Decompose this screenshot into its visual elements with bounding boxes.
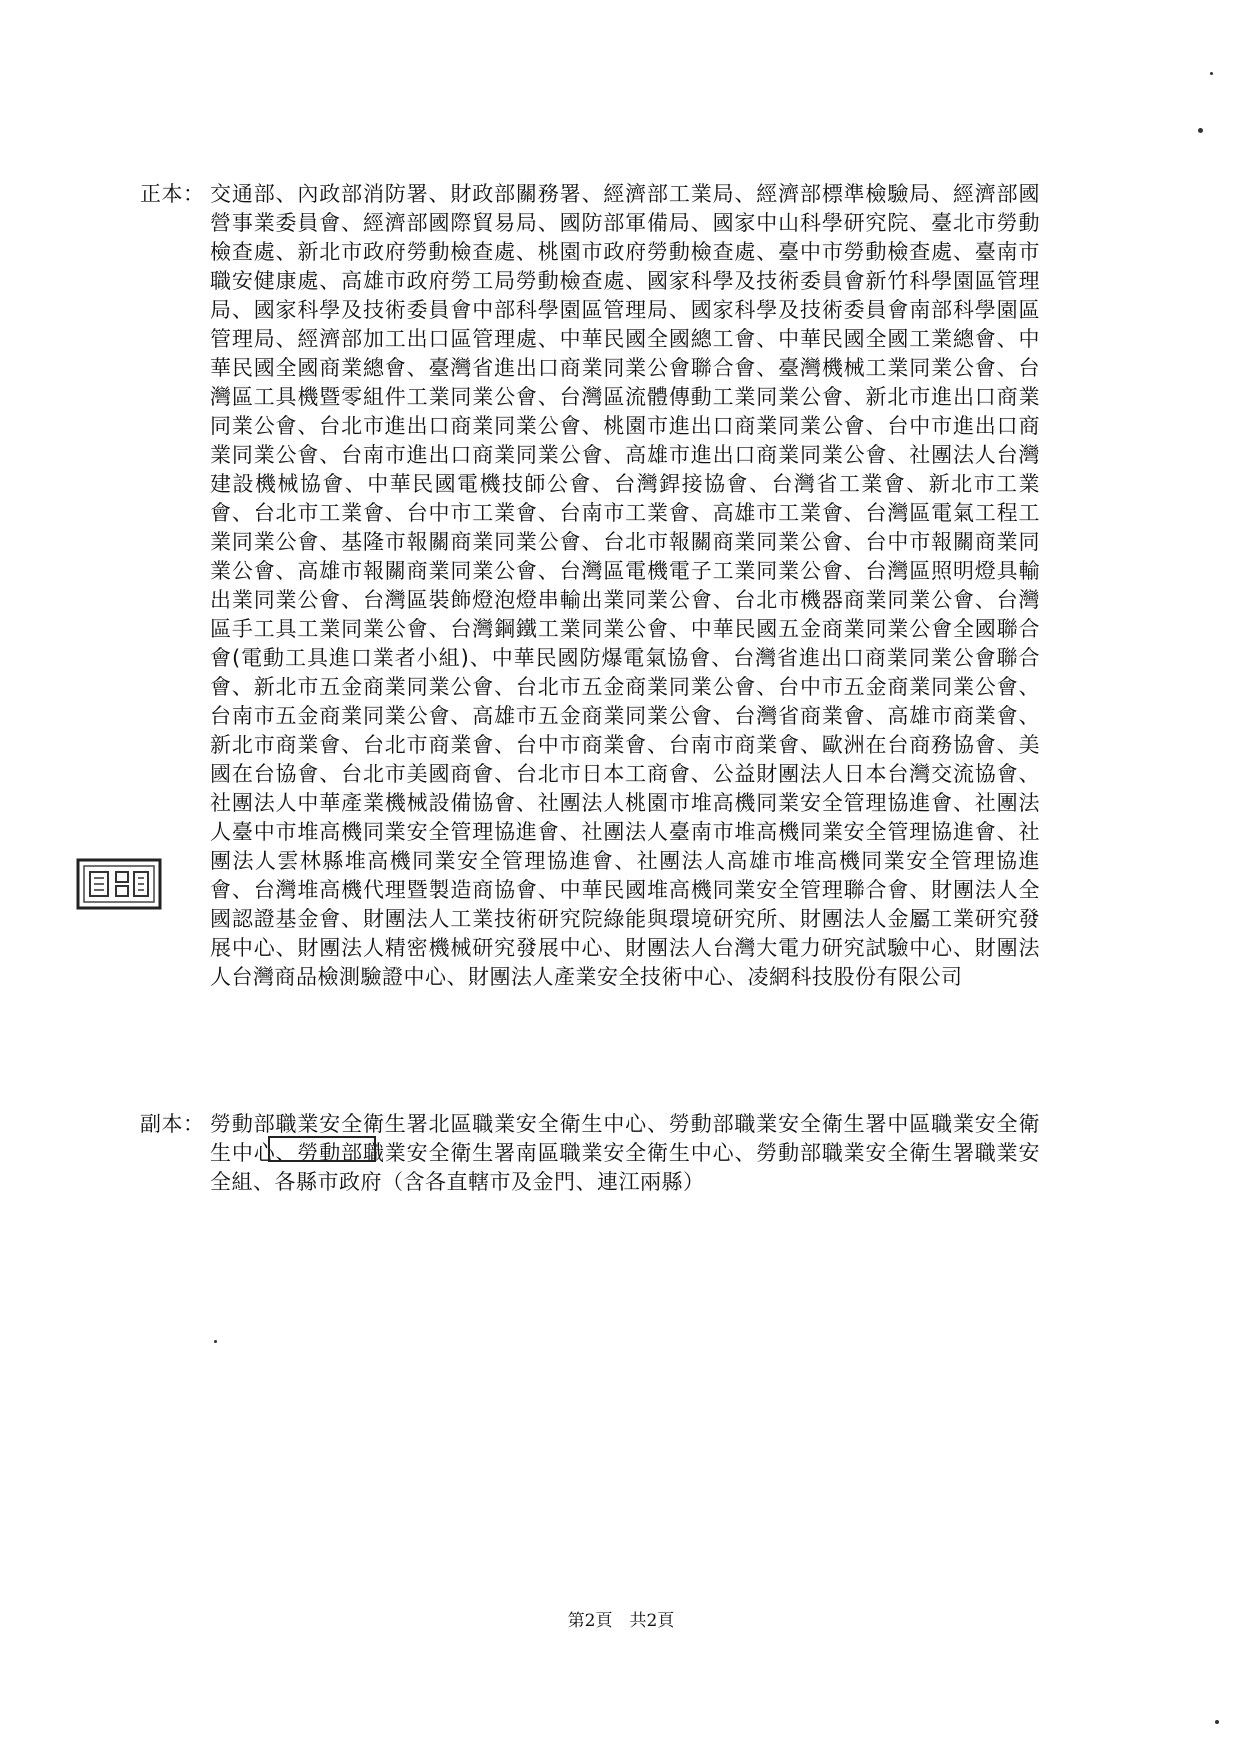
scan-speck xyxy=(1198,128,1203,133)
small-boxed-stamp xyxy=(268,1136,376,1162)
copy-recipients-list: 勞動部職業安全衛生署北區職業安全衛生中心、勞動部職業安全衛生署中區職業安全衛生中心、勞動部職業安全衛生署南區職業安全衛生中心、勞動部職業安全衛生署職業安全組、各縣市政府（含各直轄市及金門、連江兩縣） xyxy=(210,1112,1040,1194)
scan-speck xyxy=(214,1340,217,1343)
page-number: 第2頁 共2頁 xyxy=(567,1611,675,1631)
copy-recipients-label: 副本： xyxy=(140,1112,205,1136)
main-recipients-section xyxy=(140,180,1040,1100)
official-seal-stamp xyxy=(76,858,162,910)
main-recipients-list: 交通部、內政部消防署、財政部關務署、經濟部工業局、經濟部標準檢驗局、經濟部國營事業委員會、經濟部國際貿易局、國防部軍備局、國家中山科學研究院、臺北市勞動檢查處、新北市政府勞動檢查處、桃園市政府勞動檢查處、臺中市勞動檢查處、臺南市職安健康處、高雄市政府勞工局勞動檢查處、國家科學及技術委員會新竹科學園區管理局、國家科學及技術委員會中部科學園區管理局、國家科學及技術委員會南部科學園區管理局、經濟部加工出口區管理處、中華民國全國總工會、中華民國全國工業總會、中華民國全國商業總會、臺灣省進出口商業同業公會聯合會、臺灣機械工業同業公會、台灣區工具機暨零組件工業同業公會、台灣區流體傳動工業同業公會、新北市進出口商業同業公會、台北市進出口商業同業公會、桃園市進出口商業同業公會、台中市進出口商業同業公會、台南市進出口商業同業公會、高雄市進出口商業同業公會、社團法人台灣建設機械協會、中華民國電機技師公會、台灣銲接協會、台灣省工業會、新北市工業會、台北市工業會、台中市工業會、台南市工業會、高雄市工業會、台灣區電氣工程工業同業公會、基隆市報關商業同業公會、台北市報關商業同業公會、台中市報關商業同業公會、高雄市報關商業同業公會、台灣區電機電子工業同業公會、台灣區照明燈具輸出業同業公會、台灣區裝飾燈泡燈串輸出業同業公會、台北市機器商業同業公會、台灣區手工具工業同業公會、台灣鋼鐵工業同業公會、中華民國五金商業同業公會全國聯合會(電動工具進口業者小組)、中華民國防爆電氣協會、台灣省進出口商業同業公會聯合會、新北市五金商業同業公會、台北市五金商業同業公會、台中市五金商業同業公會、台南市五金商業同業公會、高雄市五金商業同業公會、台灣省商業會、高雄市商業會、新北市商業會、台北市商業會、台中市商業會、台南市商業會、歐洲在台商務協會、美國在台協會、台北市美國商會、台北市日本工商會、公益財團法人日本台灣交流協會、社團法人中華產業機械設備協會、社團法人桃園市堆高機同業安全管理協進會、社團法人臺中市堆高機同業安全管理協進會、社團法人臺南市堆高機同業安全管理協進會、社團法人雲林縣堆高機同業安全管理協進會、社團法人高雄市堆高機同業安全管理協進會、台灣堆高機代理暨製造商協會、中華民國堆高機同業安全管理聯合會、財團法人全國認證基金會、財團法人工業技術研究院綠能與環境研究所、財團法人金屬工業研究發展中心、財團法人精密機械研究發展中心、財團法人台灣大電力研究試驗中心、財團法人台灣商品檢測驗證中心、財團法人產業安全技術中心、凌網科技股份有限公司 xyxy=(210,182,1040,989)
scan-speck xyxy=(1210,72,1213,75)
scan-speck xyxy=(1215,1720,1219,1724)
main-recipients-label: 正本： xyxy=(140,182,205,206)
